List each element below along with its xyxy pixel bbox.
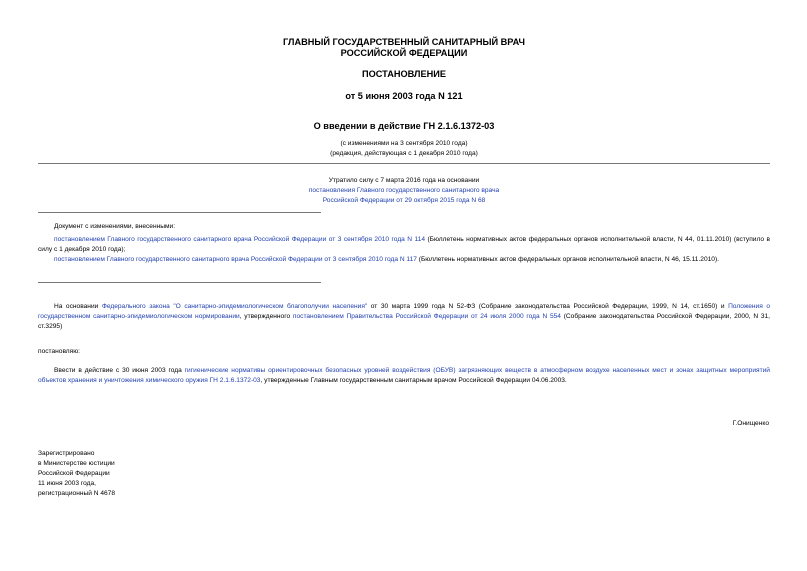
amendment-text: (Бюллетень нормативных актов федеральных органов исполнительной власти, N 46, 15.11.2010). <box>416 256 719 263</box>
amendment-item <box>38 255 770 265</box>
registration-line: регистрационный N 4678 <box>38 490 116 497</box>
basis-paragraph <box>38 302 770 332</box>
regulation-link[interactable]: Положения о государственном санитарно-эпидемиологическом нормировании <box>38 303 770 320</box>
decree-text: , утвержденные Главным государственным санитарным врачом Российской Федерации 04.06.2003. <box>260 377 567 384</box>
divider <box>38 163 770 164</box>
signature: Г.Онищенко <box>732 420 769 427</box>
registration-block <box>38 449 115 499</box>
divider <box>38 212 321 213</box>
basis-text: На основании <box>54 303 102 310</box>
authority-heading <box>38 37 770 59</box>
registration-line: в Министерстве юстиции <box>38 460 115 467</box>
decree-paragraph <box>38 366 770 386</box>
authority-line-2: РОССИЙСКОЙ ФЕДЕРАЦИИ <box>340 48 468 58</box>
document-date-number: от 5 июня 2003 года N 121 <box>345 91 463 101</box>
authority-line-1: ГЛАВНЫЙ ГОСУДАРСТВЕННЫЙ САНИТАРНЫЙ ВРАЧ <box>283 37 525 47</box>
repeal-link[interactable]: постановления Главного государственного санитарного врача <box>308 187 500 194</box>
basis-text: (Собрание законодательства Российской Федерации, 2000, N 31, ст.3295) <box>38 313 770 330</box>
amendment-link[interactable]: постановлением Главного государственного санитарного врача Российской Федерации от 3 сентября 2010 года N 117 <box>54 256 417 263</box>
repeal-line: Утратило силу с 7 марта 2016 года на основании <box>328 177 480 184</box>
decree-text: Ввести в действие с 30 июня 2003 года <box>54 367 185 374</box>
edition-note: (редакция, действующая с 1 декабря 2010 года) <box>330 150 478 157</box>
basis-text: от 30 марта 1999 года N 52-ФЗ (Собрание законодательства Российской Федерации, 1999, N 14, ст.1650) и <box>367 303 729 310</box>
basis-text: , утвержденного <box>239 313 293 320</box>
document-type: ПОСТАНОВЛЕНИЕ <box>362 69 446 79</box>
amendments-intro: Документ с изменениями, внесенными: <box>54 223 176 230</box>
resolve-line: постановляю: <box>38 348 81 355</box>
federal-law-link[interactable]: Федерального закона "О санитарно-эпидемиологическом благополучии населения" <box>101 303 368 310</box>
divider <box>38 282 321 283</box>
amendment-text: (Бюллетень нормативных актов федеральных органов исполнительной власти, N 44, 01.11.2010) (вступило в силу с 1 декабря 2010 года); <box>38 236 770 253</box>
amendment-link[interactable]: постановлением Главного государственного санитарного врача Российской Федерации от 3 сентября 2010 года N 114 <box>54 236 426 243</box>
repeal-link[interactable]: Российской Федерации от 29 октября 2015 года N 68 <box>322 197 486 204</box>
registration-line: 11 июня 2003 года, <box>38 480 96 487</box>
amendment-item <box>38 235 770 255</box>
changes-note: (с изменениями на 3 сентября 2010 года) <box>340 140 468 147</box>
document-title: О введении в действие ГН 2.1.6.1372-03 <box>313 121 495 131</box>
hygienic-norms-link[interactable]: гигиенические нормативы ориентировочных безопасных уровней воздействия (ОБУВ) загрязняющих веществ в атмосферном воздухе населенных мест и зонах защитных мероприятий объектов хранения и уничтожения химического оружия ГН 2.1.6.1372-03 <box>38 367 770 384</box>
government-decree-link[interactable]: постановлением Правительства Российской Федерации от 24 июля 2000 года N 554 <box>292 313 561 320</box>
registration-line: Зарегистрировано <box>38 450 95 457</box>
repeal-note <box>38 176 770 206</box>
registration-line: Российской Федерации <box>38 470 110 477</box>
